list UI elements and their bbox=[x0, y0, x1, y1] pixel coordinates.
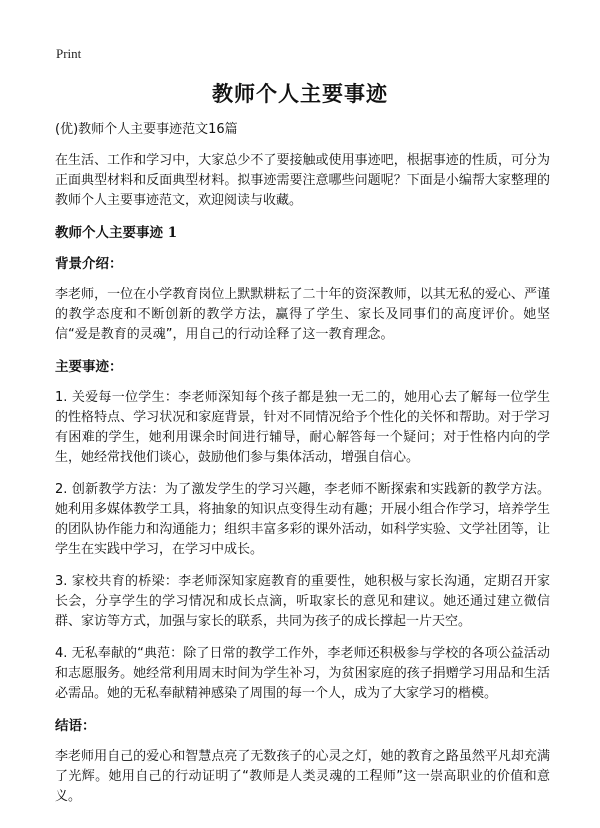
page-title: 教师个人主要事迹 bbox=[212, 81, 388, 106]
article-body bbox=[55, 120, 550, 819]
background-paragraph: 李老师，一位在小学教育岗位上默默耕耘了二十年的资深教师，以其无私的爱心、严谨的教学态度和不断创新的教学方法，赢得了学生、家长及同事们的高度评价。她坚信“爱是教育的灵魂”，用自己的行动诠释了这一教育理念。 bbox=[55, 287, 550, 342]
print-link[interactable]: Print bbox=[56, 46, 82, 61]
background-heading: 背景介绍： bbox=[55, 256, 123, 272]
intro-paragraph: 在生活、工作和学习中，大家总少不了要接触或使用事迹吧，根据事迹的性质，可分为正面典型材料和反面典型材料。拟事迹需要注意哪些问题呢？下面是小编帮大家整理的教师个人主要事迹范文，欢迎阅读与收藏。 bbox=[55, 153, 550, 208]
deed-item-3: 3. 家校共育的桥梁：李老师深知家庭教育的重要性，她积极与家长沟通，定期召开家长会，分享学生的学习情况和成长点滴，听取家长的意见和建议。她还通过建立微信群、家访等方式，加强与家长的联系，共同为孩子的成长撑起一片天空。 bbox=[55, 574, 550, 629]
conclusion-heading: 结语： bbox=[55, 718, 96, 734]
article-subtitle: (优)教师个人主要事迹范文16篇 bbox=[55, 122, 238, 137]
deed-item-2: 2. 创新教学方法：为了激发学生的学习兴趣，李老师不断探索和实践新的教学方法。她利用多媒体教学工具，将抽象的知识点变得生动有趣；开展小组合作学习，培养学生的团队协作能力和沟通能力；组织丰富多彩的课外活动，如科学实验、文学社团等，让学生在实践中学习，在学习中成长。 bbox=[55, 482, 550, 557]
section-title: 教师个人主要事迹 1 bbox=[55, 225, 178, 241]
deed-item-4: 4. 无私奉献的“典范：除了日常的教学工作外，李老师还积极参与学校的各项公益活动和志愿服务。她经常利用周末时间为学生补习，为贫困家庭的孩子捐赠学习用品和生活必需品。她的无私奉献精神感染了周围的每一个人，成为了大家学习的楷模。 bbox=[55, 646, 550, 701]
deeds-heading: 主要事迹： bbox=[55, 359, 123, 375]
conclusion-paragraph: 李老师用自己的爱心和智慧点亮了无数孩子的心灵之灯，她的教育之路虽然平凡却充满了光辉。她用自己的行动证明了“教师是人类灵魂的工程师”这一崇高职业的价值和意义。 bbox=[55, 749, 550, 804]
deed-item-1: 1. 关爱每一位学生：李老师深知每个孩子都是独一无二的，她用心去了解每一位学生的性格特点、学习状况和家庭背景，针对不同情况给予个性化的关怀和帮助。对于学习有困难的学生，她利用课余时间进行辅导，耐心解答每一个疑问；对于性格内向的学生，她经常找他们谈心，鼓励他们参与集体活动，增强自信心。 bbox=[55, 390, 550, 465]
